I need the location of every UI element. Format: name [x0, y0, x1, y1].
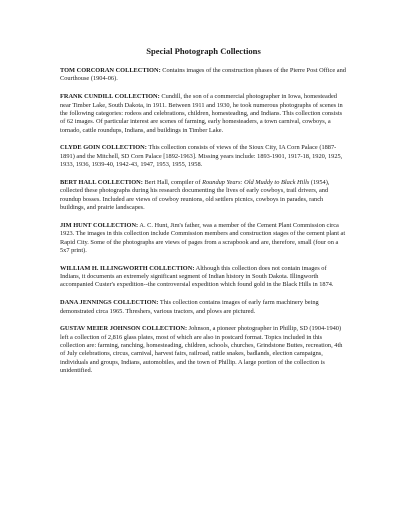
entry-bert-hall	[60, 179, 347, 212]
collection-description: Contains images of the construction phases of the Pierre Post Office and Courthouse (1904-06).	[60, 67, 346, 83]
collection-description: A. C. Hunt, Jim's father, was a member of the Cement Plant Commission circa 1923. The images in this collection include Commission members and construction stages of the cement plant at Rapid City. Some of the photographs are views of pages from a scrapbook and are, therefore, small (four on a 5x7 print).	[60, 221, 346, 254]
book-title: Roundup Years: Old Muddy to Black Hills	[202, 178, 310, 186]
entry-clyde-goin	[60, 144, 347, 169]
collection-description: Cundill, the son of a commercial photographer in Iowa, homesteaded near Timber Lake, South Dakota, in 1911. Between 1911 and 1930, he took numerous photographs of scenes in the following categories: rodeos and celebrations, children, homesteading, and Indians. This collection consists of 62 images. Of particular interest are scenes of farming, early homesteaders, a town carnival, cowboys, a tornado, cattle roundups, Indians, and buildings in Timber Lake.	[60, 93, 343, 134]
collection-description: This collection consists of views of the Sioux City, IA Corn Palace (1887-1891) and the Mitchell, SD Corn Palace [1892-1963]. Missing years include: 1893-1901, 1917-18, 1920, 1925, 1933, 1936, 1939-40, 1942-43, 1947, 1953, 1955, 1958.	[60, 144, 343, 169]
collection-name: FRANK CUNDILL COLLECTION:	[60, 93, 160, 101]
document-title: Special Photograph Collections	[146, 46, 261, 56]
entry-william-illingworth	[60, 265, 347, 290]
collection-description: This collection contains images of early farm machinery being demonstrated circa 1965. Threshers, various tractors, and plows are pictured.	[60, 299, 319, 315]
collection-name: TOM CORCORAN COLLECTION:	[60, 67, 161, 74]
entry-frank-cundill	[60, 93, 347, 135]
entry-tom-corcoran	[60, 67, 347, 84]
collection-name: GUSTAV MEIER JOHNSON COLLECTION:	[60, 325, 188, 333]
collection-name: CLYDE GOIN COLLECTION:	[60, 144, 147, 152]
collection-description: Johnson, a pioneer photographer in Phillip, SD (1904-1940) left a collection of 2,816 glass plates, most of which are also in postcard format. Topics included in this collection are: farming, ranching, homesteading, children, schools, churches, Grindstone Buttes, recreation, 4th of July celebrations, circus, carnival, harvest fairs, railroad, rattle snakes, badlands, election campaigns, individuals and groups, Indians, automobiles, and the town of Phillip. A large portion of the collection is unidentified.	[60, 325, 343, 375]
collection-description-start: Bert Hall, compiler of	[142, 178, 203, 186]
entry-dana-jennings	[60, 299, 347, 316]
collection-name: WILLIAM H. ILLINGWORTH COLLECTION:	[60, 264, 195, 272]
entry-jim-hunt	[60, 222, 347, 255]
collection-name: DANA JENNINGS COLLECTION:	[60, 299, 159, 307]
entry-gustav-meier-johnson	[60, 325, 347, 375]
collection-description-end: (1954), collected these photographs during his research documenting the lives of early cowboys, trail drivers, and roundup bosses. Included are views of cowboy reunions, old settlers picnics, cowboys in parades, ranch buildings, and prairie landscapes.	[60, 178, 330, 211]
collection-name: JIM HUNT COLLECTION:	[60, 221, 139, 229]
collection-description: Although this collection does not contain images of Indians, it documents an extremely significant segment of Indian history in South Dakota. Illingworth accompanied Custer's expedition--the controversial expedition which found gold in the Black Hills in 1874.	[60, 264, 334, 289]
collection-name: BERT HALL COLLECTION:	[60, 178, 143, 186]
